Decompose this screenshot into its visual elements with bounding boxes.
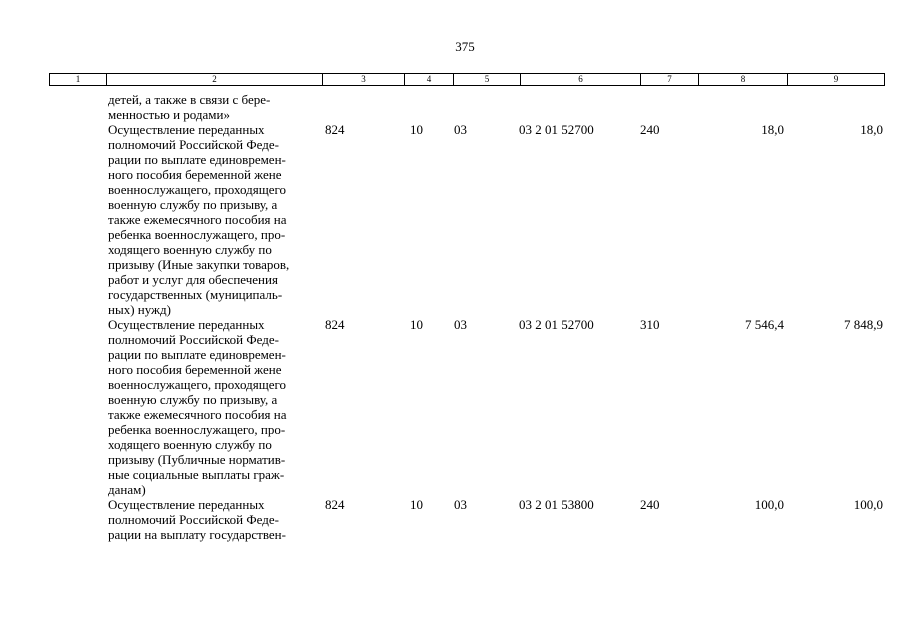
target-article-code: 03 2 01 52700: [519, 122, 594, 137]
row-description: Осуществление переданных полномочий Российской Феде- рации на выплату государствен-: [108, 497, 286, 542]
budget-table-body: [0, 92, 905, 542]
row-description: детей, а также в связи с бере- менностью и родами»: [108, 92, 271, 122]
row-description: Осуществление переданных полномочий Российской Феде- рации по выплате единовремен- ного пособия беременной жене военнослужащего, проходящего военную службу по призыву, а также ежемесячного пособия на ребенка военнослужащего, про- ходящего военную службу по призыву (Иные закупки товаров, работ и услуг для обеспечения государственных (муниципаль- ных) нужд): [108, 122, 290, 317]
subsection-code: 03: [454, 122, 467, 137]
amount-year-2: 7 848,9: [844, 317, 883, 332]
subsection-code: 03: [454, 317, 467, 332]
expense-type-code: 240: [640, 497, 660, 512]
amount-year-1: 7 546,4: [745, 317, 784, 332]
page-number: 375: [455, 39, 475, 54]
ministry-code: 824: [325, 122, 345, 137]
expense-type-code: 240: [640, 122, 660, 137]
amount-year-1: 100,0: [754, 497, 784, 512]
header-col-3: 3: [323, 74, 405, 86]
target-article-code: 03 2 01 53800: [519, 497, 594, 512]
ministry-code: 824: [325, 317, 345, 332]
ministry-code: 824: [325, 497, 345, 512]
header-col-2: 2: [107, 74, 323, 86]
header-col-7: 7: [641, 74, 699, 86]
header-col-6: 6: [521, 74, 641, 86]
header-col-9: 9: [788, 74, 885, 86]
target-article-code: 03 2 01 52700: [519, 317, 594, 332]
header-col-8: 8: [699, 74, 788, 86]
expense-type-code: 310: [640, 317, 660, 332]
amount-year-2: 18,0: [860, 122, 883, 137]
table-row: [0, 497, 905, 542]
section-code: 10: [410, 317, 423, 332]
header-col-1: 1: [50, 74, 107, 86]
amount-year-1: 18,0: [761, 122, 784, 137]
header-col-5: 5: [454, 74, 521, 86]
subsection-code: 03: [454, 497, 467, 512]
table-row: [0, 122, 905, 317]
amount-year-2: 100,0: [853, 497, 883, 512]
section-code: 10: [410, 497, 423, 512]
section-code: 10: [410, 122, 423, 137]
column-number-header: [49, 73, 885, 86]
row-description: Осуществление переданных полномочий Российской Феде- рации по выплате единовремен- ного пособия беременной жене военнослужащего, проходящего военную службу по призыву, а также ежемесячного пособия на ребенка военнослужащего, про- ходящего военную службу по призыву (Публичные норматив- ные социальные выплаты граж- данам): [108, 317, 287, 497]
table-row: [0, 317, 905, 497]
header-col-4: 4: [405, 74, 454, 86]
table-row: [0, 92, 905, 122]
